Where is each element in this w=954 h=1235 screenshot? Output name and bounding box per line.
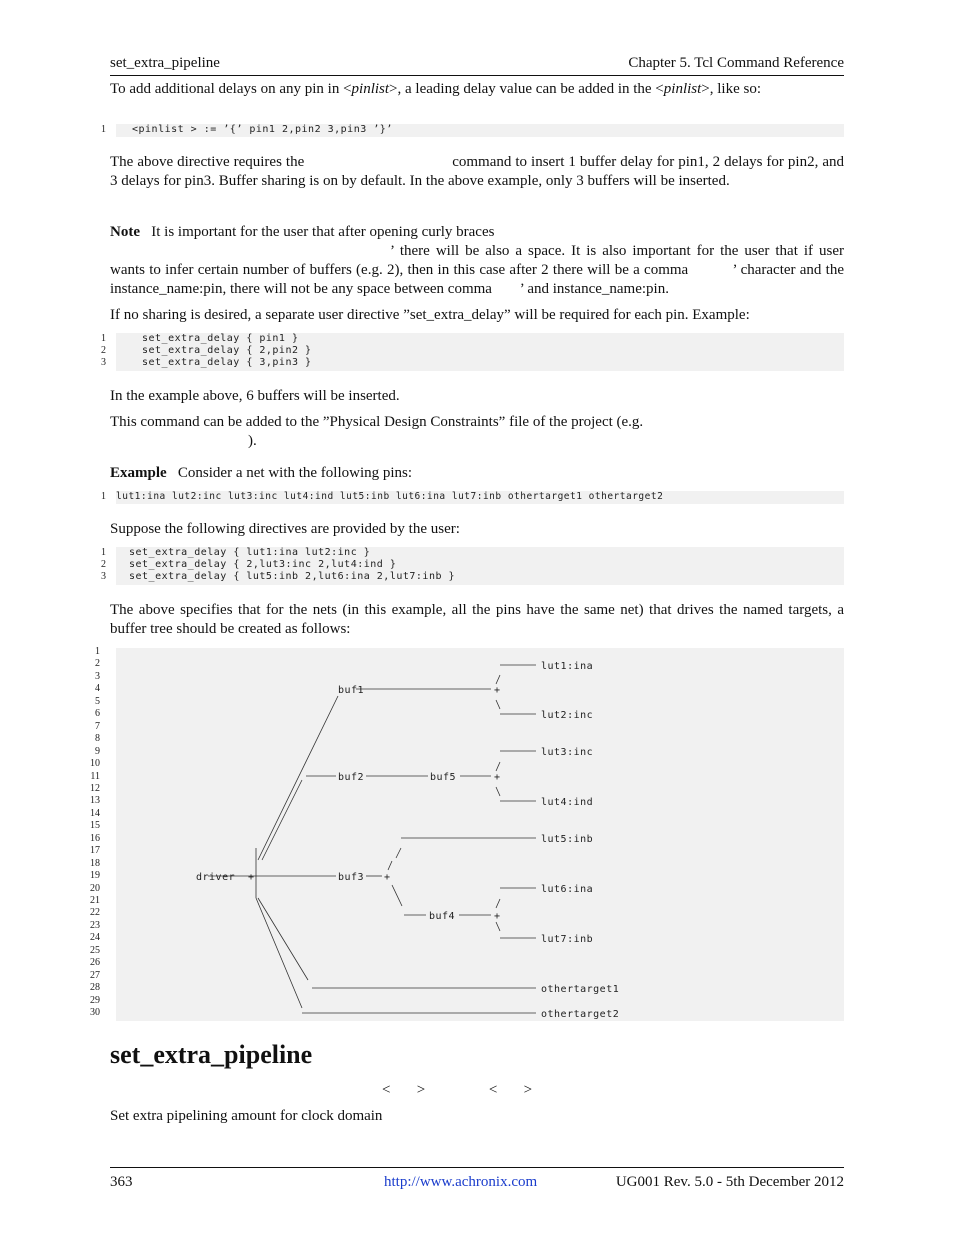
wire-backslash-lut7 (496, 922, 500, 931)
plus-node-buf1: + (494, 685, 501, 696)
tree-line-number: 10 (90, 758, 100, 770)
section-title: set_extra_pipeline (110, 1040, 313, 1069)
label-othertarget2: othertarget2 (541, 1009, 620, 1020)
label-othertarget1: othertarget1 (541, 984, 620, 995)
tree-line-number: 20 (90, 882, 100, 894)
tree-line-number: 24 (90, 932, 100, 944)
tree-line-number: 17 (90, 845, 100, 857)
label-lut5: lut5:inb (541, 834, 594, 845)
tree-line-number: 30 (90, 1007, 100, 1019)
wire-backslash-lut2 (496, 700, 500, 709)
directive-paragraph: The above directive requires the command to insert 1 buffer delay for pin1, 2 delays for pin2, and 3 delays for pin3. Buffer sharing is on by default. In the above example, only 3 buffers will be inserted. (110, 154, 844, 189)
wire-slash-buf3 (388, 861, 392, 870)
wire-driver-buf2 (262, 780, 302, 860)
six-buffers-paragraph: In the example above, 6 buffers will be inserted. (110, 388, 400, 404)
tree-line-number: 29 (90, 994, 100, 1006)
wire-slash-lut1 (496, 675, 500, 684)
tree-line-number: 27 (90, 969, 100, 981)
tree-line-number: 23 (90, 919, 100, 931)
intro-paragraph: To add additional delays on any pin in <pinlist>, a leading delay value can be added in the <pinlist>, like so: (110, 81, 762, 97)
label-buf3: buf3 (338, 872, 365, 883)
label-lut6: lut6:ina (541, 884, 594, 895)
label-buf1: buf1 (338, 685, 365, 696)
page-number: 363 (110, 1174, 133, 1190)
wire-backslash-buf4 (392, 885, 402, 906)
tree-line-number: 14 (90, 807, 100, 819)
wire-backslash-lut4 (496, 787, 500, 796)
synopsis-brackets: < > < > (382, 1082, 533, 1098)
running-header-right: Chapter 5. Tcl Command Reference (628, 55, 844, 71)
label-lut4: lut4:ind (541, 797, 594, 808)
section-description: Set extra pipelining amount for clock domain (110, 1108, 383, 1124)
tree-line-number: 7 (95, 720, 100, 732)
tree-line-number: 2 (95, 658, 100, 670)
tree-line-number: 11 (90, 770, 100, 782)
label-lut3: lut3:inc (541, 747, 594, 758)
buffer-tree-intro-paragraph: The above specifies that for the nets (in this example, all the pins have the same net) that drives the named targets, a buffer tree should be created as follows: (110, 602, 844, 637)
wire-driver-othertarget1 (258, 898, 308, 980)
label-buf2: buf2 (338, 772, 365, 783)
label-lut2: lut2:inc (541, 710, 594, 721)
wire-slash-lut6 (496, 899, 500, 908)
note-paragraph: Note It is important for the user that after opening curly braces ’ there will be also a space. It is also important for the user that if user wants to infer certain number of buffers (e.g. 2), then in this case after 2 there will be a comma ’ character and the instance_name:pin, there will not be any space between comma ’ and instance_name:pin. (110, 224, 844, 297)
tree-line-number: 12 (90, 782, 100, 794)
plus-node-driver: + (248, 872, 255, 883)
tree-line-number: 18 (90, 857, 100, 869)
tree-line-number: 13 (90, 795, 100, 807)
tree-line-number: 5 (95, 695, 100, 707)
running-header-left: set_extra_pipeline (110, 55, 220, 71)
document-page (90, 0, 844, 1235)
tree-line-number: 28 (90, 982, 100, 994)
wire-slash-lut5 (396, 848, 401, 858)
label-buf4: buf4 (429, 911, 456, 922)
tree-line-number: 8 (95, 733, 100, 745)
tree-line-number: 3 (95, 670, 100, 682)
wire-driver-buf1 (258, 696, 338, 860)
tree-line-number: 15 (90, 820, 100, 832)
code-block-separate-directives: 1 set_extra_delay { pin1 } 2 set_extra_delay { 2,pin2 } 3 set_extra_delay { 3,pin3 } (116, 333, 844, 371)
plus-node-buf3: + (384, 872, 391, 883)
example-paragraph: Example Consider a net with the following pins: (110, 465, 413, 481)
wire-driver-othertarget2 (256, 898, 302, 1008)
tree-line-number: 25 (90, 944, 100, 956)
no-sharing-paragraph: If no sharing is desired, a separate user directive ”set_extra_delay” will be required for each pin. Example: (110, 307, 750, 323)
footer-link[interactable]: http://www.achronix.com (384, 1174, 538, 1190)
buffer-tree-svg (116, 648, 844, 1021)
code-block-user-directives: 1 set_extra_delay { lut1:ina lut2:inc } 2 set_extra_delay { 2,lut3:inc 2,lut4:ind } 3 set_extra_delay { lut5:inb 2,lut6:ina 2,lut7:inb } (116, 547, 844, 585)
header-rule (110, 75, 844, 76)
tree-line-number: 16 (90, 832, 100, 844)
wire-slash-lut3 (496, 762, 500, 771)
label-buf5: buf5 (430, 772, 457, 783)
buffer-tree-diagram (116, 648, 844, 1021)
plus-node-buf5: + (494, 772, 501, 783)
footer-doc-id: UG001 Rev. 5.0 - 5th December 2012 (615, 1174, 844, 1190)
tree-line-number: 26 (90, 957, 100, 969)
label-driver: driver (196, 872, 236, 883)
label-lut7: lut7:inb (541, 934, 594, 945)
tree-line-number: 21 (90, 895, 100, 906)
footer-rule (110, 1167, 844, 1168)
tree-line-number: 6 (95, 708, 100, 720)
tree-line-number: 22 (90, 907, 100, 919)
tree-line-number: 4 (95, 683, 100, 695)
pdc-paragraph: This command can be added to the ”Physical Design Constraints” file of the project (e.g. ). (110, 414, 644, 449)
code-block-pinlist: 1 <pinlist > := ’{’ pin1 2,pin2 3,pin3 ’}’ (116, 124, 844, 137)
tree-line-number: 1 (95, 646, 100, 657)
tree-line-number: 19 (90, 870, 100, 882)
plus-node-buf4: + (494, 911, 501, 922)
code-block-net-pins: 1 lut1:ina lut2:inc lut3:inc lut4:ind lut5:inb lut6:ina lut7:inb othertarget1 othertarget2 (116, 491, 844, 504)
suppose-paragraph: Suppose the following directives are provided by the user: (110, 521, 460, 537)
tree-line-number: 9 (95, 745, 100, 757)
label-lut1: lut1:ina (541, 661, 594, 672)
